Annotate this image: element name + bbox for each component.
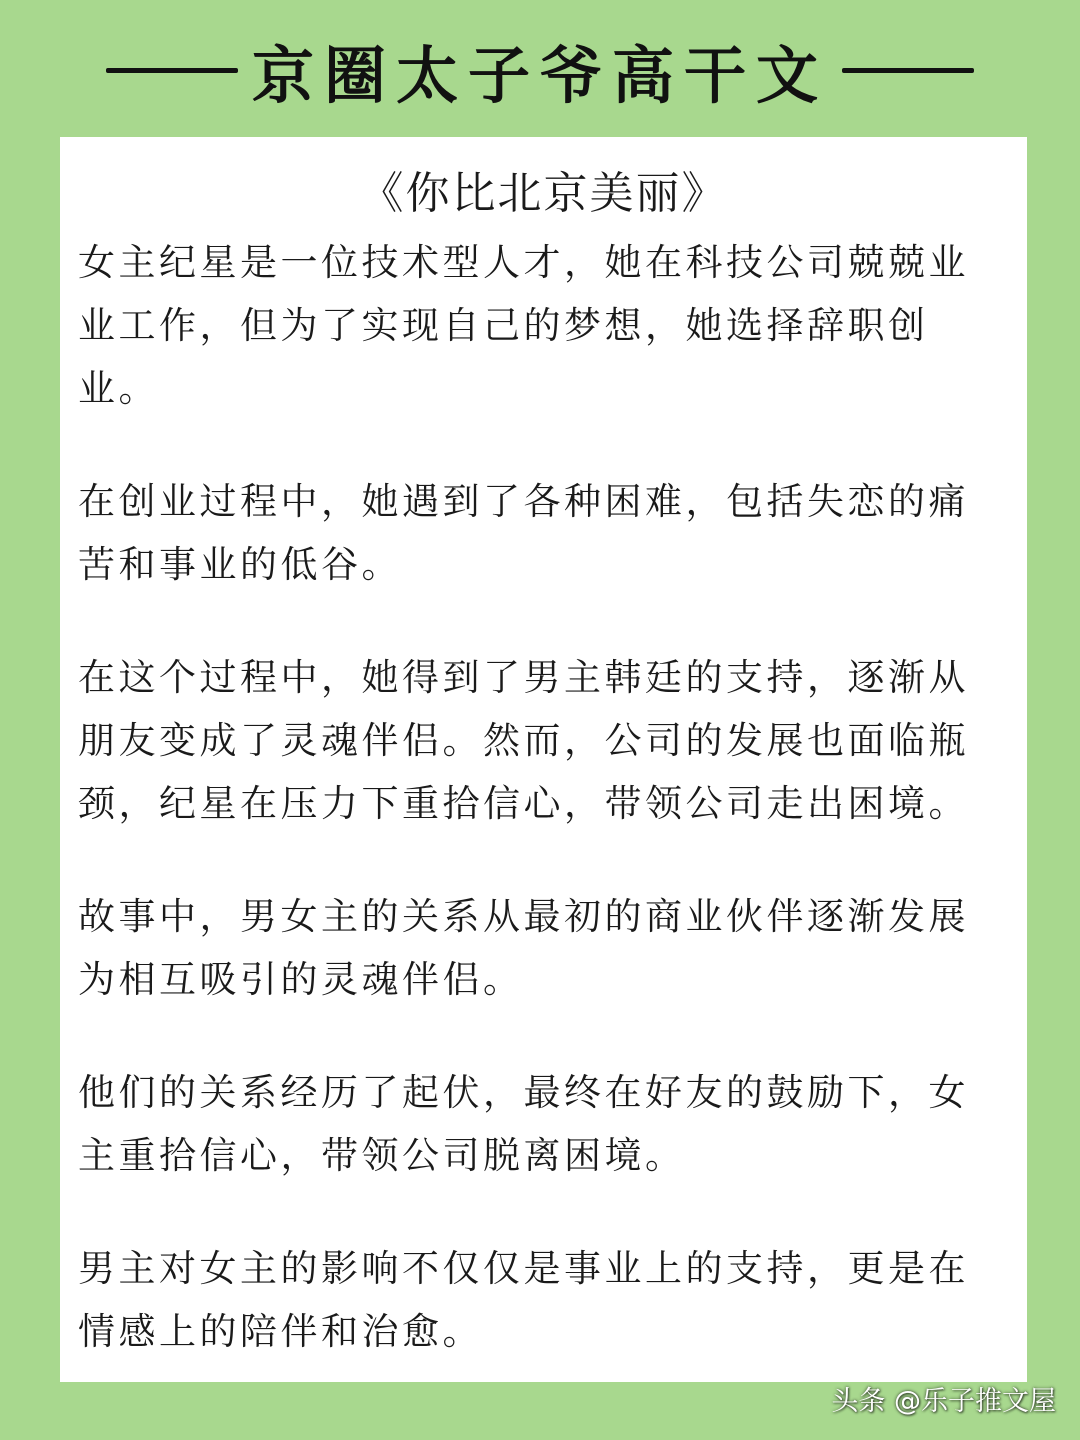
header-title: 京圈太子爷高干文 — [251, 38, 828, 112]
source-watermark: 头条 @乐子推文屋 — [831, 1386, 1056, 1417]
synopsis-paragraph-5: 他们的关系经历了起伏，最终在好友的鼓励下，女主重拾信心，带领公司脱离困境。 — [78, 1071, 969, 1177]
synopsis-paragraph-6: 男主对女主的影响不仅仅是事业上的支持，更是在情感上的陪伴和治愈。 — [78, 1247, 969, 1353]
content-card — [60, 137, 1027, 1382]
synopsis-paragraph-1: 女主纪星是一位技术型人才，她在科技公司兢兢业业工作，但为了实现自己的梦想，她选择辞职创业。 — [78, 241, 969, 410]
synopsis-body — [78, 231, 1008, 1363]
book-title: 《你比北京美丽》 — [359, 168, 728, 219]
synopsis-paragraph-2: 在创业过程中，她遇到了各种困难，包括失恋的痛苦和事业的低谷。 — [78, 480, 969, 586]
synopsis-paragraph-4: 故事中，男女主的关系从最初的商业伙伴逐渐发展为相互吸引的灵魂伴侣。 — [78, 895, 969, 1001]
header-banner — [0, 22, 1080, 118]
header-right-dash — [842, 68, 974, 73]
synopsis-paragraph-3: 在这个过程中，她得到了男主韩廷的支持，逐渐从朋友变成了灵魂伴侣。然而，公司的发展也面临瓶颈，纪星在压力下重拾信心，带领公司走出困境。 — [78, 656, 969, 825]
header-left-dash — [106, 68, 238, 73]
